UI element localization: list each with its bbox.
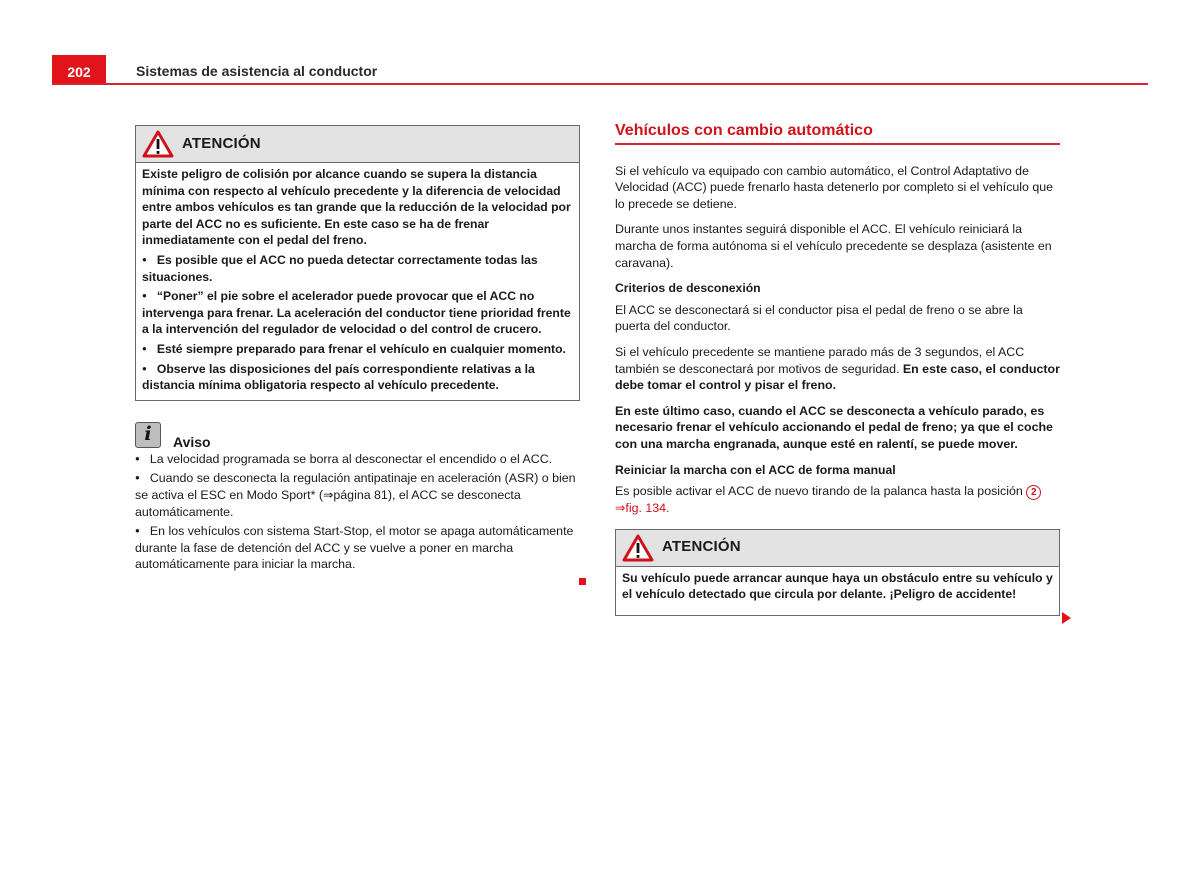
- info-icon: i: [135, 422, 161, 448]
- paragraph: Durante unos instantes seguirá disponible el ACC. El vehículo reiniciará la marcha de forma autónoma si el vehículo precedente se desplaza (asistente en caravana).: [615, 222, 1052, 270]
- warning-header: [616, 530, 1059, 567]
- note-body: [135, 451, 580, 573]
- warning-title: ATENCIÓN: [662, 538, 741, 556]
- bullet-icon: [142, 362, 157, 376]
- warning-body: [616, 567, 1059, 615]
- bullet-icon: [142, 253, 157, 267]
- left-column: [135, 125, 580, 576]
- warning-intro: Existe peligro de colisión por alcance cuando se supera la distancia mínima con respecto al vehículo precedente y la diferencia de velocidad entre ambos vehículos es tan grande que la reducción de la velocidad por parte del ACC no es suficiente. En este caso se ha de frenar inmediatamente con el pedal del freno.: [142, 167, 571, 248]
- bullet-icon: [135, 524, 150, 538]
- note-bullet: ● En los vehículos con sistema Start-Stop, el motor se apaga automáticamente durante la fase de detención del ACC y se vuelve a poner en marcha automáticamente para iniciar la marcha.: [135, 523, 580, 573]
- paragraph: Es posible activar el ACC de nuevo tirando de la palanca hasta la posición 2 ⇒fig. 134.: [615, 483, 1060, 517]
- subheading: Reiniciar la marcha con el ACC de forma manual: [615, 462, 896, 477]
- warning-text: Su vehículo puede arrancar aunque haya un obstáculo entre su vehículo y el vehículo detectado que circula por delante. ¡Peligro de accidente!: [622, 570, 1053, 602]
- paragraph-bold: En este último caso, cuando el ACC se desconecta a vehículo parado, es necesario frenar el vehículo accionando el pedal de freno; ya que el coche con una marcha engranada, aunque esté en ralentí, se puede mover.: [615, 403, 1053, 451]
- continue-arrow-icon: [1062, 612, 1071, 624]
- warning-bullet: ● Esté siempre preparado para frenar el vehículo en cualquier momento.: [142, 341, 573, 358]
- section-title: Vehículos con cambio automático: [615, 123, 1060, 145]
- note-bullet: ● Cuando se desconecta la regulación antipatinaje en aceleración (ASR) o bien se activa el ESC en Modo Sport* (⇒página 81), el ACC se desconecta automáticamente.: [135, 470, 580, 520]
- paragraph: Si el vehículo va equipado con cambio automático, el Control Adaptativo de Velocidad (ACC) puede frenarlo hasta detenerlo por completo si el vehículo que lo precede se detiene.: [615, 163, 1054, 211]
- warning-title: ATENCIÓN: [182, 134, 261, 152]
- paragraph: Si el vehículo precedente se mantiene parado más de 3 segundos, el ACC también se desconectará por motivos de seguridad. En este caso, el conductor debe tomar el control y pisar el freno.: [615, 344, 1060, 393]
- figure-link[interactable]: ⇒fig. 134.: [615, 501, 670, 516]
- chapter-title: Sistemas de asistencia al conductor: [136, 63, 378, 79]
- note-bullet: ● La velocidad programada se borra al desconectar el encendido o el ACC.: [135, 451, 580, 468]
- warning-triangle-icon: [622, 534, 654, 562]
- paragraph: El ACC se desconectará si el conductor pisa el pedal de freno o se abre la puerta del conductor.: [615, 302, 1023, 334]
- warning-body: [136, 163, 579, 400]
- bullet-icon: [135, 471, 150, 485]
- warning-box: [615, 529, 1060, 616]
- warning-bullet: ● Es posible que el ACC no pueda detectar correctamente todas las situaciones.: [142, 252, 573, 285]
- header-divider: [52, 83, 1148, 85]
- warning-box: [135, 125, 580, 401]
- warning-bullet: ● “Poner” el pie sobre el acelerador puede provocar que el ACC no intervenga para frenar. La aceleración del conductor tiene prioridad frente a la intervención del regulador de velocidad o del control de crucero.: [142, 288, 573, 338]
- position-number-icon: 2: [1026, 485, 1041, 500]
- bullet-icon: [142, 289, 157, 303]
- page-number: 202: [52, 55, 106, 85]
- note-header: [135, 418, 580, 451]
- subheading: Criterios de desconexión: [615, 281, 761, 296]
- right-column: [615, 123, 1060, 616]
- section-end-marker-icon: [579, 578, 586, 585]
- warning-header: [136, 126, 579, 163]
- bullet-icon: [142, 342, 157, 356]
- note-title: Aviso: [173, 434, 211, 451]
- bullet-icon: [135, 452, 150, 466]
- warning-bullet: ● Observe las disposiciones del país correspondiente relativas a la distancia mínima obligatoria respecto al vehículo precedente.: [142, 361, 573, 394]
- warning-triangle-icon: [142, 130, 174, 158]
